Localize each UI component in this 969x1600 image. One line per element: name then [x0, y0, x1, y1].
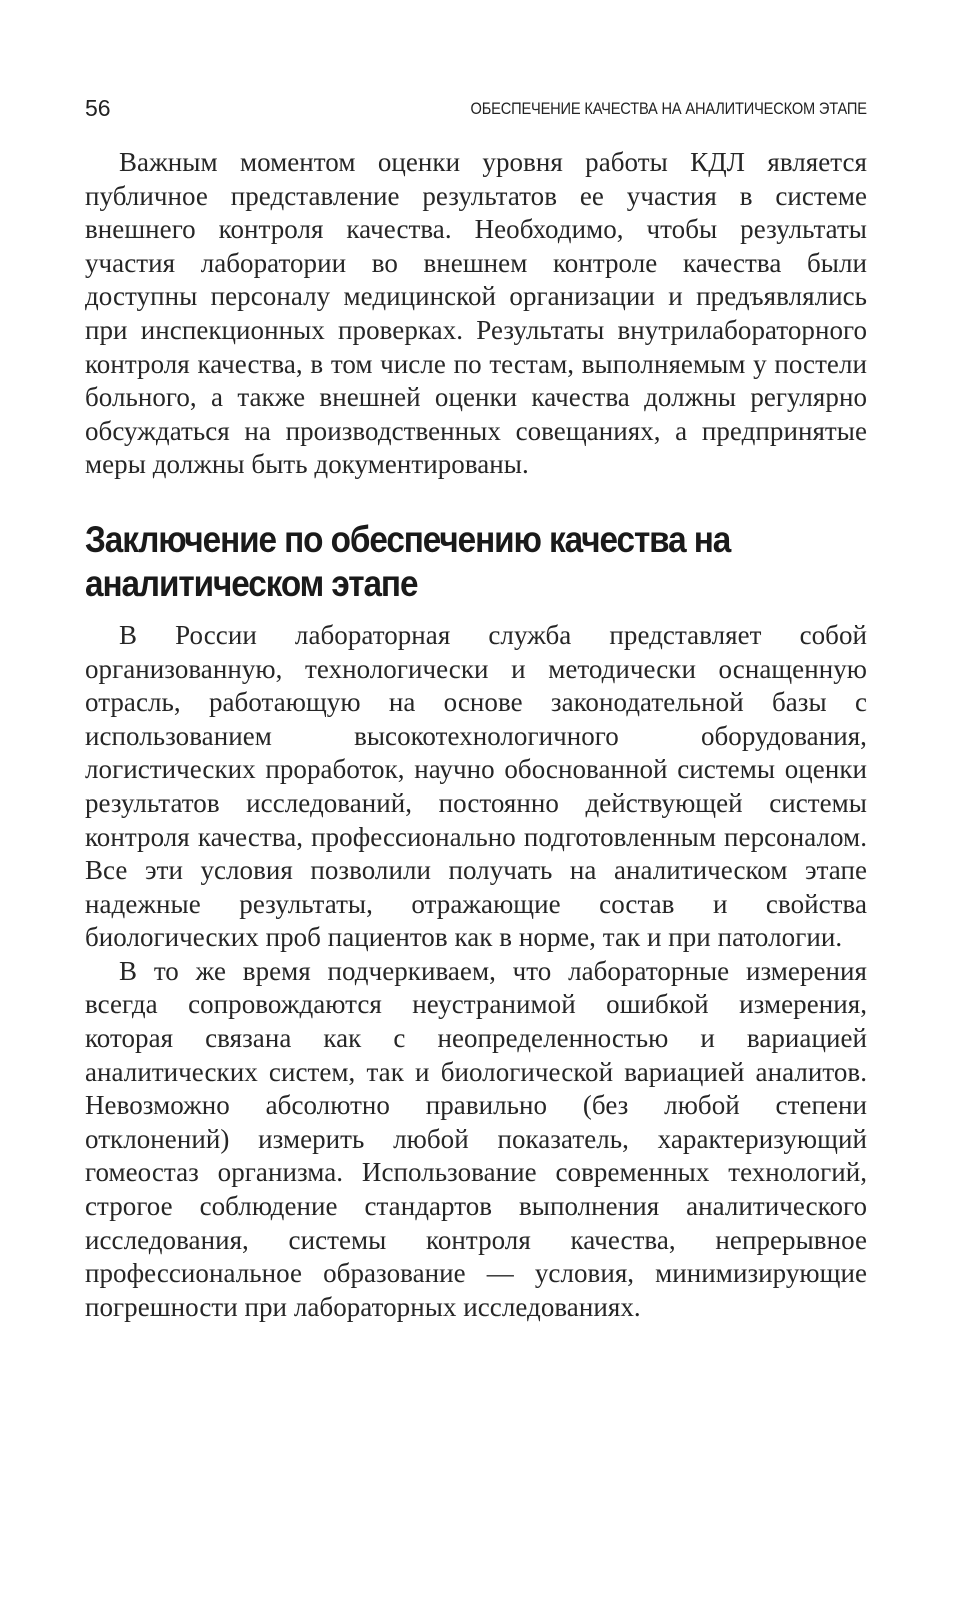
page-number: 56	[85, 95, 111, 121]
body-paragraph-3: В то же время подчеркиваем, что лабораторные измерения всегда сопровождаются неустранимой ошибкой измерения, которая связана как с неопределенностью и вариацией аналитических систем, так и биологической вариацией аналитов. Невозможно абсолютно правильно (без любой степени отклонений) измерить любой показатель, характеризующий гомеостаз организма. Использование современных технологий, строгое соблюдение стандартов выполнения аналитического исследования, системы контроля качества, непрерывное профессиональное образование — условия, минимизирующие погрешности при лабораторных исследованиях.	[85, 955, 867, 1322]
section-heading: Заключение по обеспечению качества на аналитическом этапе	[85, 518, 731, 604]
page-body	[85, 146, 867, 1324]
body-paragraph-2: В России лабораторная служба представляет собой организованную, технологически и методически оснащенную отрасль, работающую на основе законодательной базы с использованием высокотехнологичного оборудования, логистических проработок, научно обоснованной системы оценки результатов исследований, постоянно действующей системы контроля качества, профессионально подготовленным персоналом. Все эти условия позволили получать на аналитическом этапе надежные результаты, отражающие состав и свойства биологических проб пациентов как в норме, так и при патологии.	[85, 619, 867, 953]
intro-paragraph: Важным моментом оценки уровня работы КДЛ является публичное представление результатов ее участия в системе внешнего контроля качества. Необходимо, чтобы результаты участия лаборатории во внешнем контроле качества были доступны персоналу медицинской организации и предъявлялись при инспекционных проверках. Результаты внутрилабораторного контроля качества, в том числе по тестам, выполняемым у постели больного, а также внешней оценки качества должны регулярно обсуждаться на производственных совещаниях, а предпринятые меры должны быть документированы.	[85, 147, 867, 480]
running-header	[85, 93, 867, 123]
running-title: ОБЕСПЕЧЕНИЕ КАЧЕСТВА НА АНАЛИТИЧЕСКОМ ЭТАПЕ	[470, 99, 867, 118]
